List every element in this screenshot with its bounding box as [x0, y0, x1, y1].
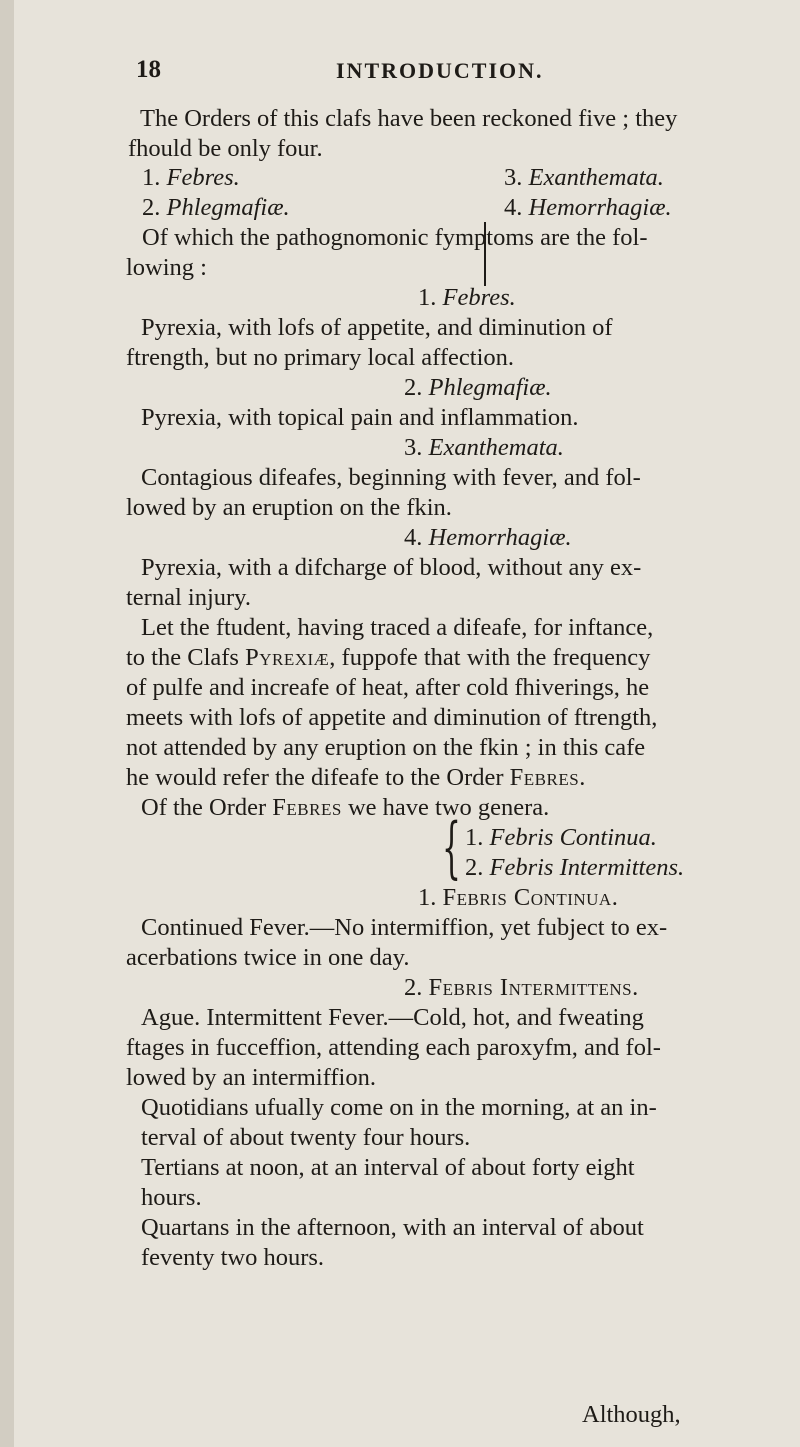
genera-brace: {: [442, 809, 461, 886]
text-segment: Febres: [509, 764, 580, 791]
text-segment: feventy two hours.: [141, 1244, 325, 1271]
text-segment: Hemorrhagiæ.: [528, 194, 672, 221]
text-segment: Quartans in the afternoon, with an interval of about: [141, 1214, 644, 1241]
text-line: [126, 343, 514, 373]
text-segment: Of the Order: [141, 794, 273, 821]
text-line: [126, 493, 452, 523]
text-segment: 4.: [404, 524, 429, 551]
text-line: [504, 163, 664, 193]
text-segment: Of which the pathognomonic fymptoms are the fol-: [142, 224, 648, 251]
text-line: [142, 163, 240, 193]
text-segment: Febres: [272, 794, 342, 821]
text-segment: Pyrexia, with topical pain and inflammation.: [141, 404, 579, 431]
text-segment: Pyrexia, with a difcharge of blood, without any ex-: [141, 554, 642, 581]
text-line: [141, 1243, 324, 1273]
text-line: [504, 193, 672, 223]
text-segment: 1.: [418, 284, 443, 311]
text-line: [418, 283, 516, 313]
text-segment: 3.: [404, 434, 429, 461]
text-segment: meets with lofs of appetite and diminution of ftrength,: [126, 704, 658, 731]
text-segment: 2.: [404, 974, 429, 1001]
text-line: [141, 913, 667, 943]
text-segment: Let the ftudent, having traced a difeafe, for inftance,: [141, 614, 654, 641]
text-segment: not attended by any eruption on the fkin ; in this cafe: [126, 734, 646, 761]
text-line: [141, 613, 653, 643]
text-segment: Phlegmafiæ.: [166, 194, 290, 221]
text-segment: Tertians at noon, at an interval of about forty eight: [141, 1154, 635, 1181]
text-line: [404, 433, 564, 463]
text-line: [126, 943, 409, 973]
text-segment: , fuppofe that with the frequency: [329, 644, 651, 671]
text-line: [126, 1033, 661, 1063]
text-line: [126, 673, 649, 703]
text-segment: Exanthemata.: [528, 164, 664, 191]
text-segment: lowing :: [126, 254, 207, 281]
text-line: [142, 223, 648, 253]
text-line: [141, 1183, 202, 1213]
text-line: [141, 1213, 644, 1243]
text-segment: we have two genera.: [341, 794, 550, 821]
text-segment: Febris Continua: [442, 884, 612, 911]
text-segment: 4.: [504, 194, 529, 221]
text-line: [141, 313, 613, 343]
text-segment: hours.: [141, 1184, 202, 1211]
text-line: [126, 1063, 376, 1093]
text-segment: fhould be only four.: [128, 135, 323, 162]
text-segment: to the Clafs: [126, 644, 246, 671]
text-line: [141, 1093, 657, 1123]
text-segment: Continued Fever.—No intermiffion, yet fubject to ex-: [141, 914, 668, 941]
text-line: [404, 973, 638, 1003]
text-segment: acerbations twice in one day.: [126, 944, 410, 971]
text-segment: lowed by an eruption on the fkin.: [126, 494, 452, 521]
text-line: [126, 583, 251, 613]
running-title: INTRODUCTION.: [336, 58, 544, 83]
text-line: [465, 823, 657, 853]
text-line: [404, 373, 552, 403]
text-segment: Febris Intermittens: [428, 974, 633, 1001]
text-segment: Phlegmafiæ.: [428, 374, 552, 401]
text-segment: 1.: [142, 164, 167, 191]
text-segment: lowed by an intermiffion.: [126, 1064, 376, 1091]
text-segment: Pyrexiæ: [245, 644, 330, 671]
text-segment: Ague. Intermittent Fever.—Cold, hot, and fweating: [141, 1004, 644, 1031]
page-edge-shadow: [0, 0, 14, 1447]
text-segment: Febris Continua.: [489, 824, 657, 851]
text-line: [404, 523, 572, 553]
text-segment: ternal injury.: [126, 584, 251, 611]
text-segment: Febres.: [442, 284, 516, 311]
text-line: [465, 853, 684, 883]
text-segment: .: [579, 764, 586, 791]
text-line: [126, 763, 585, 793]
text-line: [141, 553, 641, 583]
text-segment: .: [611, 884, 618, 911]
text-line: [141, 1003, 644, 1033]
page-header: [0, 56, 800, 96]
text-segment: 3.: [504, 164, 529, 191]
text-segment: Hemorrhagiæ.: [428, 524, 572, 551]
text-segment: 2.: [465, 854, 490, 881]
text-segment: Exanthemata.: [428, 434, 564, 461]
text-line: [418, 883, 618, 913]
text-line: [126, 733, 645, 763]
text-line: [141, 1153, 635, 1183]
text-segment: Febres.: [166, 164, 240, 191]
text-line: [142, 193, 290, 223]
text-segment: he would refer the difeafe to the Order: [126, 764, 510, 791]
page-number: 18: [136, 56, 161, 83]
text-segment: terval of about twenty four hours.: [141, 1124, 471, 1151]
text-segment: Pyrexia, with lofs of appetite, and diminution of: [141, 314, 613, 341]
text-segment: ftrength, but no primary local affection.: [126, 344, 515, 371]
text-line: [128, 134, 323, 164]
catchword: Although,: [582, 1401, 681, 1428]
text-line: [141, 463, 641, 493]
text-line: [140, 104, 677, 134]
text-segment: Contagious difeafes, beginning with fever, and fol-: [141, 464, 641, 491]
text-line: [126, 703, 657, 733]
text-segment: 2.: [404, 374, 429, 401]
text-segment: 2.: [142, 194, 167, 221]
text-segment: Febris Intermittens.: [489, 854, 685, 881]
text-segment: 1.: [418, 884, 443, 911]
text-segment: 1.: [465, 824, 490, 851]
text-segment: ftages in fucceffion, attending each paroxyfm, and fol-: [126, 1034, 661, 1061]
text-line: [141, 793, 549, 823]
text-segment: The Orders of this clafs have been reckoned five ; they: [140, 105, 678, 132]
text-line: [141, 1123, 470, 1153]
text-segment: of pulfe and increafe of heat, after cold fhiverings, he: [126, 674, 650, 701]
text-line: [126, 253, 207, 283]
text-line: [141, 403, 579, 433]
text-segment: .: [632, 974, 639, 1001]
text-segment: Quotidians ufually come on in the morning, at an in-: [141, 1094, 657, 1121]
text-line: [126, 643, 650, 673]
